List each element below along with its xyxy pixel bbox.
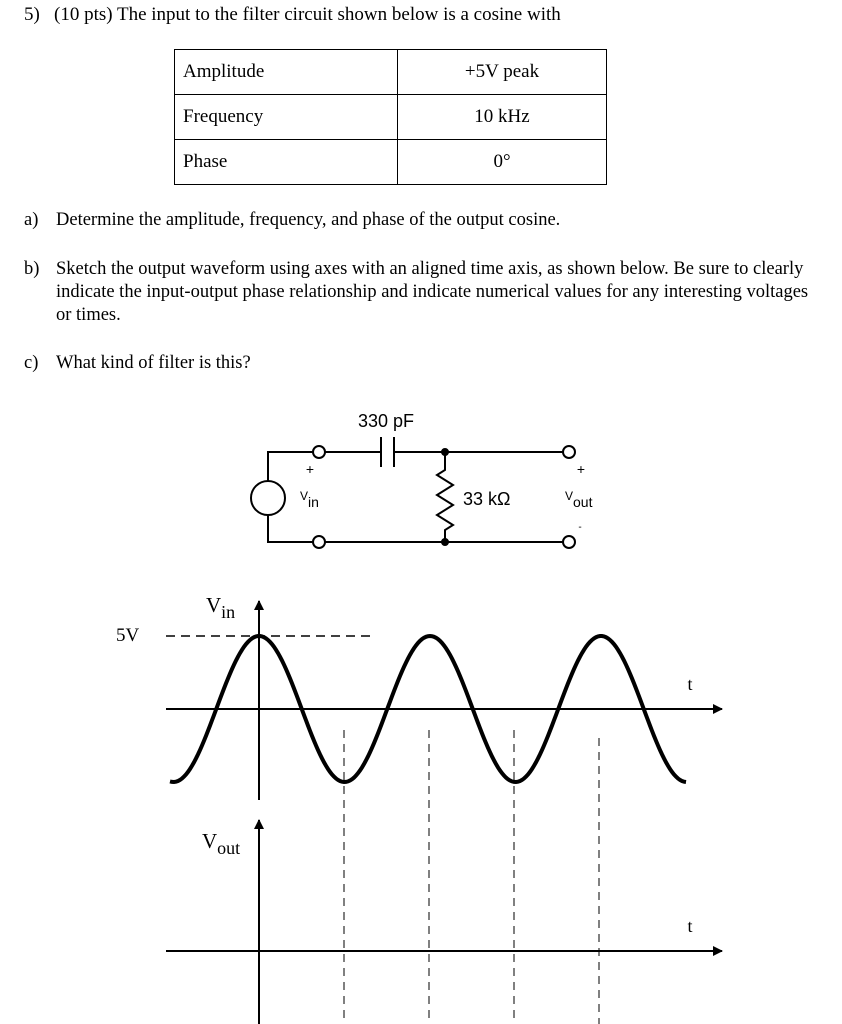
vin-plus-sign: +: [305, 461, 315, 477]
vout-axis-label: [202, 829, 240, 858]
voltage-source-icon: [251, 481, 285, 515]
table-label-cell: Phase: [175, 140, 398, 185]
time-label-top: t: [687, 674, 693, 694]
table-label-cell: Frequency: [175, 95, 398, 140]
vout-label-main: V: [565, 489, 574, 503]
capacitor-icon: [381, 437, 394, 467]
question-letter: c): [24, 353, 39, 373]
vin-label: [300, 489, 319, 510]
vin-label-main: V: [300, 489, 309, 503]
vout-minus-terminal-icon: [563, 536, 575, 548]
question-text: Sketch the output waveform using axes with an aligned time axis, as shown below. Be sure to clearly indicate the input-output phase relationship and indicate numerical values for any interesting voltages or times.: [56, 259, 809, 325]
amplitude-label: 5V: [116, 625, 140, 646]
question-letter: b): [24, 259, 40, 279]
capacitor-label: 330 pF: [357, 411, 415, 431]
vout-plot: [166, 820, 722, 1024]
vout-plus-sign: +: [576, 461, 586, 477]
time-guide-lines: [344, 730, 599, 1024]
vout-axis-label-sub: out: [217, 838, 241, 858]
resistor-icon: [437, 452, 453, 542]
vout-axis-label-main: V: [202, 829, 218, 853]
vin-axis-label-sub: in: [221, 602, 236, 622]
question-text: Determine the amplitude, frequency, and phase of the output cosine.: [56, 210, 561, 230]
vout-minus-sign: -: [578, 522, 582, 533]
vin-axis-label: [206, 593, 235, 622]
vin-label-sub: in: [308, 494, 319, 510]
table-value-cell: 10 kHz: [398, 95, 607, 140]
source-bottom-wire: [268, 515, 313, 542]
time-label-bottom: t: [687, 916, 693, 936]
question-letter: a): [24, 210, 39, 230]
problem-number: 5): [24, 4, 40, 25]
table-value-cell: +5V peak: [398, 50, 607, 95]
problem-statement: (10 pts) The input to the filter circuit shown below is a cosine with: [54, 4, 561, 25]
vin-minus-terminal-icon: [313, 536, 325, 548]
vout-plus-terminal-icon: [563, 446, 575, 458]
question-text: What kind of filter is this?: [56, 353, 251, 373]
vin-axis-label-main: V: [206, 593, 222, 617]
vout-label: [565, 489, 593, 510]
vin-plot: [166, 601, 722, 800]
table-label-cell: Amplitude: [175, 50, 398, 95]
resistor-label: 33 kΩ: [463, 489, 511, 509]
vin-plus-terminal-icon: [313, 446, 325, 458]
table-value-cell: 0°: [398, 140, 607, 185]
vout-label-sub: out: [573, 494, 593, 510]
